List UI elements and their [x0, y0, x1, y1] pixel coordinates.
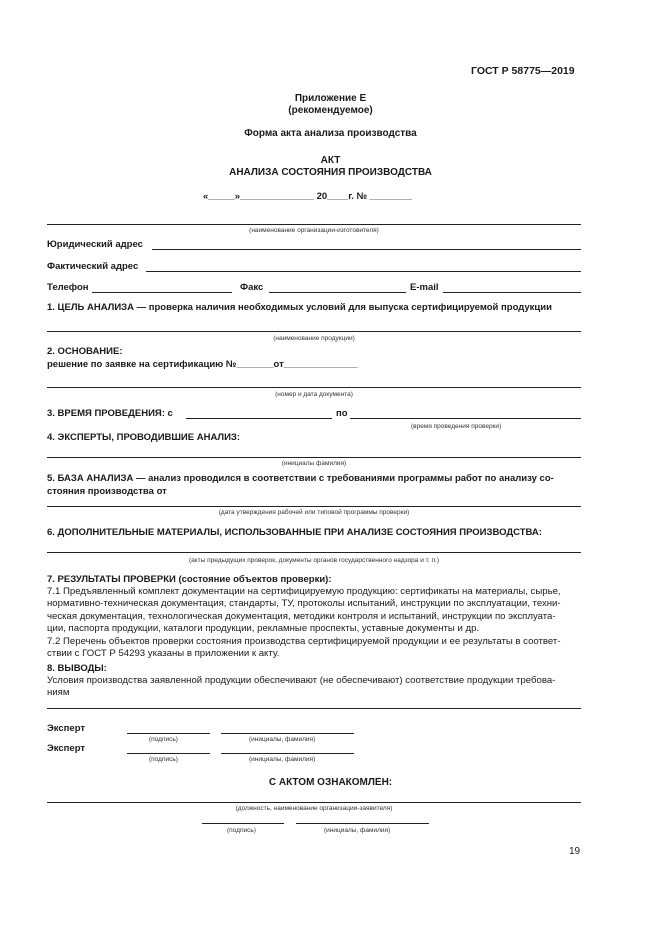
- legal-address-line: [152, 249, 581, 250]
- s5-caption: (дата утверждения рабочей или типовой программы проверки): [218, 509, 410, 516]
- phone-line: [92, 292, 232, 293]
- phone-label: Телефон: [47, 282, 89, 293]
- org-line: [47, 224, 581, 225]
- s4-title: 4. ЭКСПЕРТЫ, ПРОВОДИВШИЕ АНАЛИЗ:: [47, 432, 241, 443]
- s7-title: 7. РЕЗУЛЬТАТЫ ПРОВЕРКИ (состояние объектов проверки):: [47, 574, 332, 585]
- s6-caption: (акты предыдущих проверок, документы органов государственного надзора и т. п.): [188, 557, 440, 564]
- org-caption: (наименование организации-изготовителя): [249, 227, 379, 234]
- appendix-title: Приложение Е: [294, 93, 367, 104]
- form-title: Форма акта анализа производства: [244, 128, 417, 139]
- s7-p1-line: нормативно-техническая документация, стандарты, ТУ, протоколы испытаний, инструкции по эксплуатации, техни-: [47, 598, 561, 610]
- date-number-line: «_____»______________ 20____г. № ________: [203, 191, 413, 202]
- acknowledged-sign-line: [202, 823, 284, 824]
- acknowledged-caption: (должность, наименование организации-заявителя): [235, 805, 393, 812]
- acknowledged-line: [47, 802, 581, 803]
- expert-1-name-line: [221, 733, 354, 734]
- s4-caption: (инициалы фамилия): [281, 460, 347, 467]
- s2-title: 2. ОСНОВАНИЕ:: [47, 346, 123, 357]
- email-line: [443, 292, 581, 293]
- fax-line: [269, 292, 406, 293]
- s2-line: [47, 387, 581, 388]
- s5-line: [47, 506, 581, 507]
- s1-caption: (наименование продукции): [273, 335, 355, 342]
- expert-1-label: Эксперт: [47, 723, 86, 734]
- s5-line2: стояния производства от: [47, 486, 167, 497]
- acknowledged-sign-caption: (подпись): [227, 827, 256, 834]
- s1-text: 1. ЦЕЛЬ АНАЛИЗА — проверка наличия необходимых условий для выпуска сертифицируемой продукции: [47, 302, 552, 313]
- s7-p2-line: ствии с ГОСТ Р 54293 указаны в приложении к акту.: [47, 648, 280, 660]
- act-title: АКТ: [320, 155, 341, 166]
- s2-caption: (номер и дата документа): [275, 391, 353, 398]
- s7-p1-line: 7.1 Предъявленный комплект документации на сертифицируемую продукцию: сертификаты на материалы, сырье,: [47, 586, 561, 597]
- s3-to-label: по: [336, 408, 348, 419]
- fax-label: Факс: [240, 282, 264, 293]
- acknowledged-title: С АКТОМ ОЗНАКОМЛЕН:: [268, 777, 393, 788]
- s8-line: Условия производства заявленной продукции обеспечивают (не обеспечивают) соответствие продукции требова-: [47, 675, 556, 686]
- s3-to-line: [350, 418, 581, 419]
- s3-title: 3. ВРЕМЯ ПРОВЕДЕНИЯ: с: [47, 408, 173, 419]
- s2-text: решение по заявке на сертификацию №_______от______________: [47, 359, 358, 370]
- standard-number: ГОСТ Р 58775—2019: [471, 65, 575, 77]
- expert-1-name-caption: (инициалы, фамилия): [249, 736, 316, 743]
- appendix-status: (рекомендуемое): [288, 105, 373, 116]
- s3-from-line: [186, 418, 332, 419]
- s6-title: 6. ДОПОЛНИТЕЛЬНЫЕ МАТЕРИАЛЫ, ИСПОЛЬЗОВАННЫЕ ПРИ АНАЛИЗЕ СОСТОЯНИЯ ПРОИЗВОДСТВА:: [47, 527, 542, 538]
- legal-address-label: Юридический адрес: [47, 239, 143, 250]
- email-label: E-mail: [410, 282, 439, 293]
- s4-line: [47, 457, 581, 458]
- s8-title: 8. ВЫВОДЫ:: [47, 663, 107, 674]
- expert-1-sign-caption: (подпись): [149, 736, 178, 743]
- s8-line-blank: [47, 708, 581, 709]
- s7-p1-line: ческая документация, технологическая документация, методики контроля и испытаний, инструкции по эксплуата-: [47, 610, 556, 622]
- s6-line: [47, 552, 581, 553]
- s3-caption: (время проведения проверки): [411, 423, 502, 430]
- s7-p1-line: ции, паспорта продукции, каталоги продукции, рекламные проспекты, уставные документы и др.: [47, 623, 480, 635]
- s8-paragraph: [47, 675, 581, 700]
- acknowledged-name-caption: (инициалы, фамилия): [324, 827, 391, 834]
- acknowledged-name-line: [296, 823, 429, 824]
- s8-line: ниям: [47, 687, 70, 699]
- s7-paragraph-1: [47, 586, 581, 660]
- actual-address-line: [146, 271, 581, 272]
- s1-line: [47, 331, 581, 332]
- page-number: 19: [569, 846, 581, 857]
- expert-2-name-line: [221, 753, 354, 754]
- s7-p2-line: 7.2 Перечень объектов проверки состояния производства сертифицируемой продукции и ее результаты в соответ-: [47, 635, 561, 647]
- act-subtitle: АНАЛИЗА СОСТОЯНИЯ ПРОИЗВОДСТВА: [229, 167, 432, 178]
- expert-2-sign-caption: (подпись): [149, 756, 178, 763]
- expert-1-sign-line: [127, 733, 210, 734]
- expert-2-label: Эксперт: [47, 743, 86, 754]
- expert-2-name-caption: (инициалы, фамилия): [249, 756, 316, 763]
- actual-address-label: Фактический адрес: [47, 261, 139, 272]
- expert-2-sign-line: [127, 753, 210, 754]
- s5-line1: 5. БАЗА АНАЛИЗА — анализ проводился в соответствии с требованиями программы работ по анализу со-: [47, 473, 554, 484]
